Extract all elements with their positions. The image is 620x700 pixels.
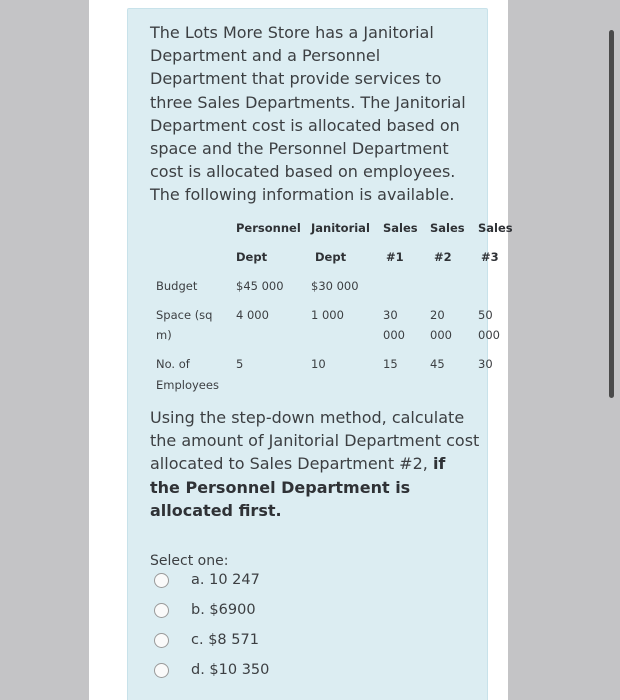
answer-label-c: c. $8 571 — [191, 632, 259, 648]
header-sales3: Sales — [478, 221, 513, 235]
header-sales3-sub: #3 — [481, 250, 499, 264]
question-prompt — [150, 406, 480, 522]
row-label-space: Space (sq — [156, 308, 213, 322]
header-janitorial-sub: Dept — [315, 250, 347, 264]
question-intro: The Lots More Store has a Janitorial Department and a Personnel Department that provide services to three Sales Departments. The Janitorial Department cost is allocated based on space and the Personnel Department cost is allocated based on employees. The following information is available. — [150, 23, 466, 205]
radio-d[interactable] — [154, 663, 169, 678]
cell-employees-personnel: 5 — [236, 357, 244, 371]
cell-space-sales1: 30 — [383, 308, 398, 322]
select-one-label: Select one: — [150, 553, 229, 569]
radio-a[interactable] — [154, 573, 169, 588]
cell-space-sales2-cont: 000 — [430, 328, 452, 342]
header-personnel: Personnel — [236, 221, 301, 235]
cell-space-janitorial: 1 000 — [311, 308, 344, 322]
cell-space-sales2: 20 — [430, 308, 445, 322]
question-prompt-emphasis: if the Personnel Department is allocated first. — [150, 454, 446, 520]
header-janitorial: Janitorial — [311, 221, 370, 235]
answer-label-b: b. $6900 — [191, 602, 256, 618]
row-label-space-cont: m) — [156, 328, 172, 342]
header-personnel-sub: Dept — [236, 250, 268, 264]
question-prompt-text: Using the step-down method, calculate the amount of Janitorial Department cost allocated to Sales Department #2, — [150, 408, 480, 474]
row-label-budget: Budget — [156, 279, 198, 293]
cell-space-personnel: 4 000 — [236, 308, 269, 322]
answer-option-a[interactable] — [154, 568, 260, 592]
cell-space-sales3-cont: 000 — [478, 328, 500, 342]
question-card — [127, 8, 513, 700]
answer-option-b[interactable] — [154, 598, 256, 622]
radio-b[interactable] — [154, 603, 169, 618]
cell-space-sales3: 50 — [478, 308, 493, 322]
header-sales2: Sales — [430, 221, 465, 235]
header-sales2-sub: #2 — [434, 250, 452, 264]
cell-employees-sales1: 15 — [383, 357, 398, 371]
answer-option-c[interactable] — [154, 628, 259, 652]
answer-option-d[interactable] — [154, 658, 269, 682]
cell-employees-janitorial: 10 — [311, 357, 326, 371]
row-label-employees-cont: Employees — [156, 378, 219, 392]
radio-c[interactable] — [154, 633, 169, 648]
header-sales1-sub: #1 — [386, 250, 404, 264]
scrollbar[interactable] — [609, 30, 614, 398]
header-sales1: Sales — [383, 221, 418, 235]
row-label-employees: No. of — [156, 357, 190, 371]
answer-label-a: a. 10 247 — [191, 572, 260, 588]
cell-space-sales1-cont: 000 — [383, 328, 405, 342]
cell-budget-janitorial: $30 000 — [311, 279, 359, 293]
answer-label-d: d. $10 350 — [191, 662, 270, 678]
cell-budget-personnel: $45 000 — [236, 279, 284, 293]
cell-employees-sales3: 30 — [478, 357, 493, 371]
cell-employees-sales2: 45 — [430, 357, 445, 371]
